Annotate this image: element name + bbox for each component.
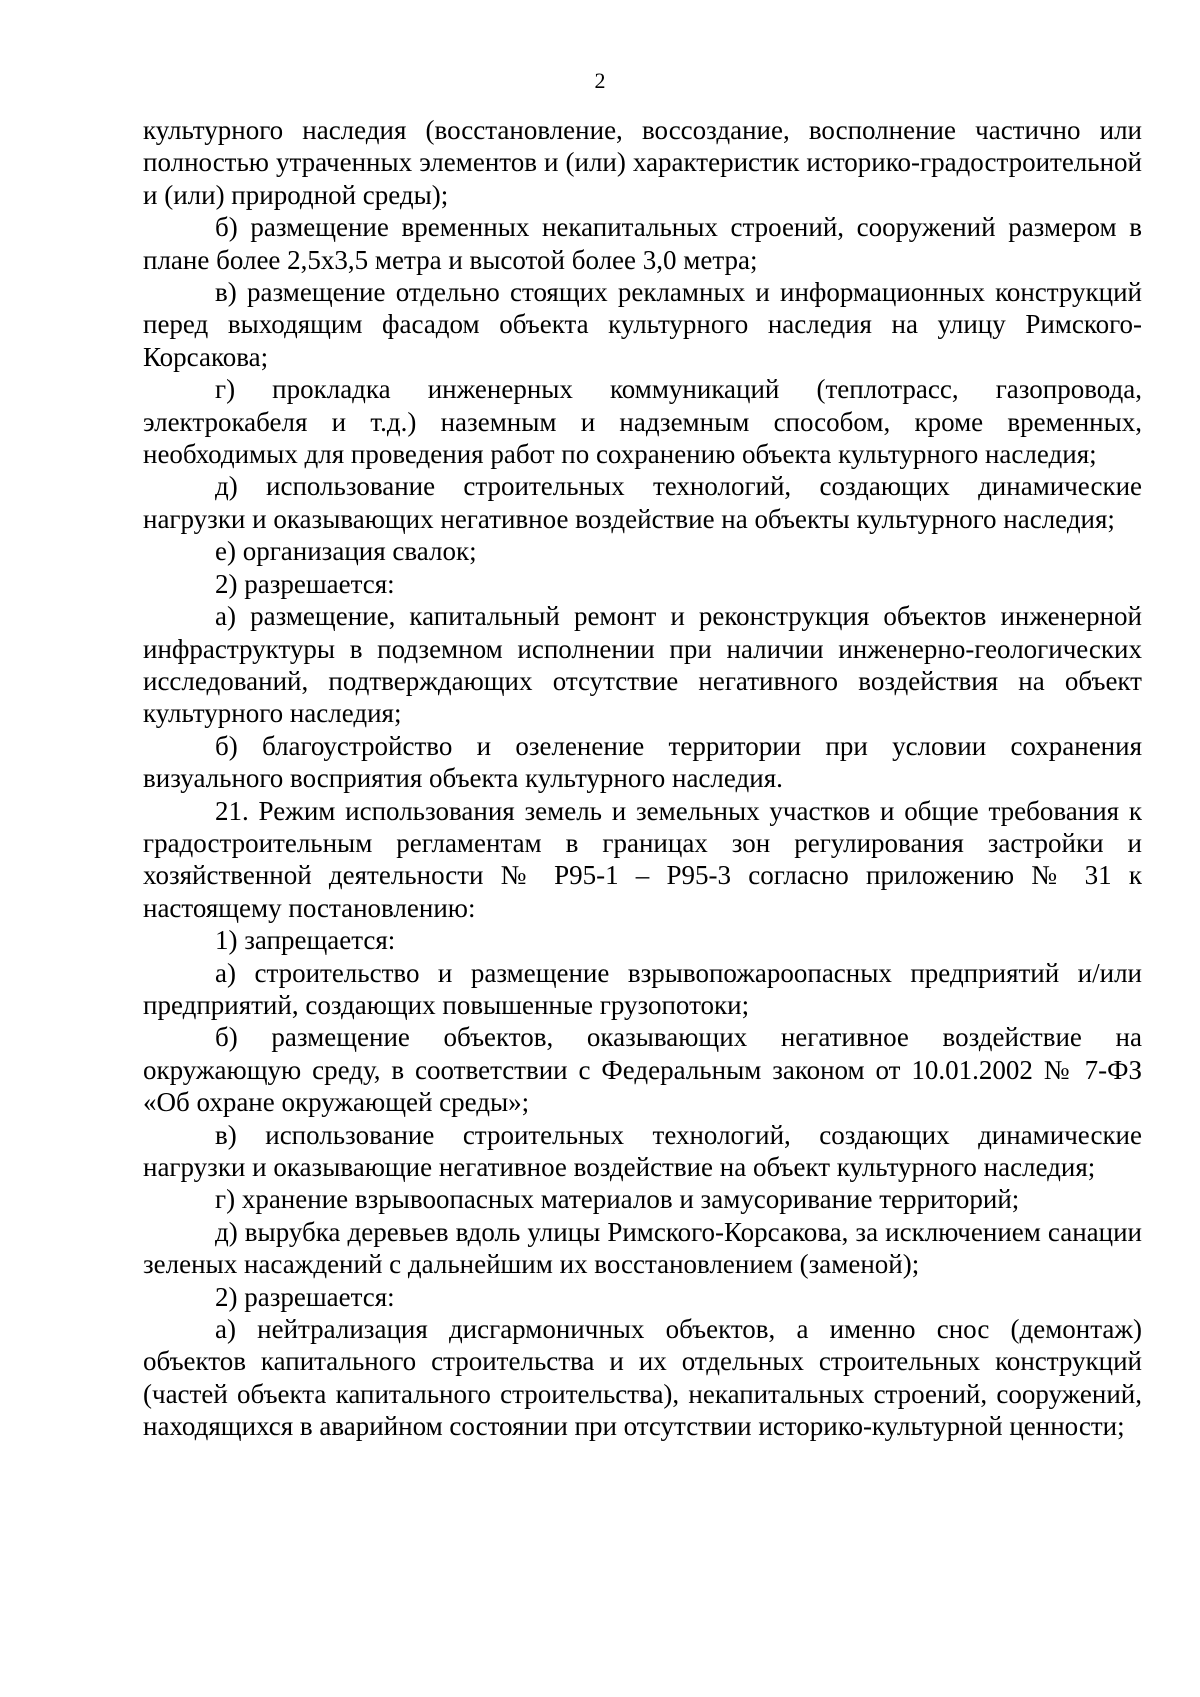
paragraph: г) хранение взрывоопасных материалов и замусоривание территорий; bbox=[215, 1184, 1020, 1215]
paragraph: г) прокладка инженерных коммуникаций (теплотрасс, газопровода, электрокабеля и т.д.) наземным и надземным способом, кроме временных, необходимых для проведения работ по сохранению объекта культурного наследия; bbox=[143, 374, 1142, 470]
paragraph: д) использование строительных технологий, создающих динамические нагрузки и оказывающих негативное воздействие на объекты культурного наследия; bbox=[143, 471, 1142, 534]
paragraph: е) организация свалок; bbox=[215, 536, 477, 567]
paragraph: 1) запрещается: bbox=[215, 925, 396, 956]
paragraph: а) строительство и размещение взрывопожароопасных предприятий и/или предприятий, создающих повышенные грузопотоки; bbox=[143, 957, 1142, 1020]
paragraph: в) использование строительных технологий, создающих динамические нагрузки и оказывающие негативное воздействие на объект культурного наследия; bbox=[143, 1119, 1142, 1182]
paragraph: а) нейтрализация дисгармоничных объектов, а именно снос (демонтаж) объектов капитального строительства и их отдельных строительных конструкций (частей объекта капитального строительства), некапитальных строений, сооружений, находящихся в аварийном состоянии при отсутствии историко-культурной ценности; bbox=[143, 1314, 1142, 1442]
paragraph: 2) разрешается: bbox=[215, 568, 395, 599]
paragraph: б) благоустройство и озеленение территории при условии сохранения визуального восприятия объекта культурного наследия. bbox=[143, 730, 1142, 794]
document-body bbox=[143, 114, 1142, 1443]
paragraph: культурного наследия (восстановление, воссоздание, восполнение частично или полностью утраченных элементов и (или) характеристик историко-градостроительной и (или) природной среды); bbox=[143, 115, 1142, 210]
paragraph: д) вырубка деревьев вдоль улицы Римского-Корсакова, за исключением санации зеленых насаждений с дальнейшим их восстановлением (заменой); bbox=[143, 1216, 1142, 1280]
page-number: 2 bbox=[594, 68, 606, 93]
paragraph: б) размещение временных некапитальных строений, сооружений размером в плане более 2,5х3,5 метра и высотой более 3,0 метра; bbox=[143, 212, 1142, 275]
paragraph: 21. Режим использования земель и земельных участков и общие требования к градостроительным регламентам в границах зон регулирования застройки и хозяйственной деятельности № Р95-1 – Р95-3 согласно приложению № 31 к настоящему постановлению: bbox=[143, 795, 1142, 923]
paragraph: а) размещение, капитальный ремонт и реконструкция объектов инженерной инфраструктуры в подземном исполнении при наличии инженерно-геологических исследований, подтверждающих отсутствие негативного воздействия на объект культурного наследия; bbox=[143, 601, 1142, 729]
paragraph: 2) разрешается: bbox=[215, 1281, 395, 1312]
paragraph: в) размещение отдельно стоящих рекламных и информационных конструкций перед выходящим фасадом объекта культурного наследия на улицу Римского-Корсакова; bbox=[143, 277, 1142, 372]
paragraph: б) размещение объектов, оказывающих негативное воздействие на окружающую среду, в соответствии с Федеральным законом от 10.01.2002 № 7-ФЗ «Об охране окружающей среды»; bbox=[143, 1022, 1142, 1118]
